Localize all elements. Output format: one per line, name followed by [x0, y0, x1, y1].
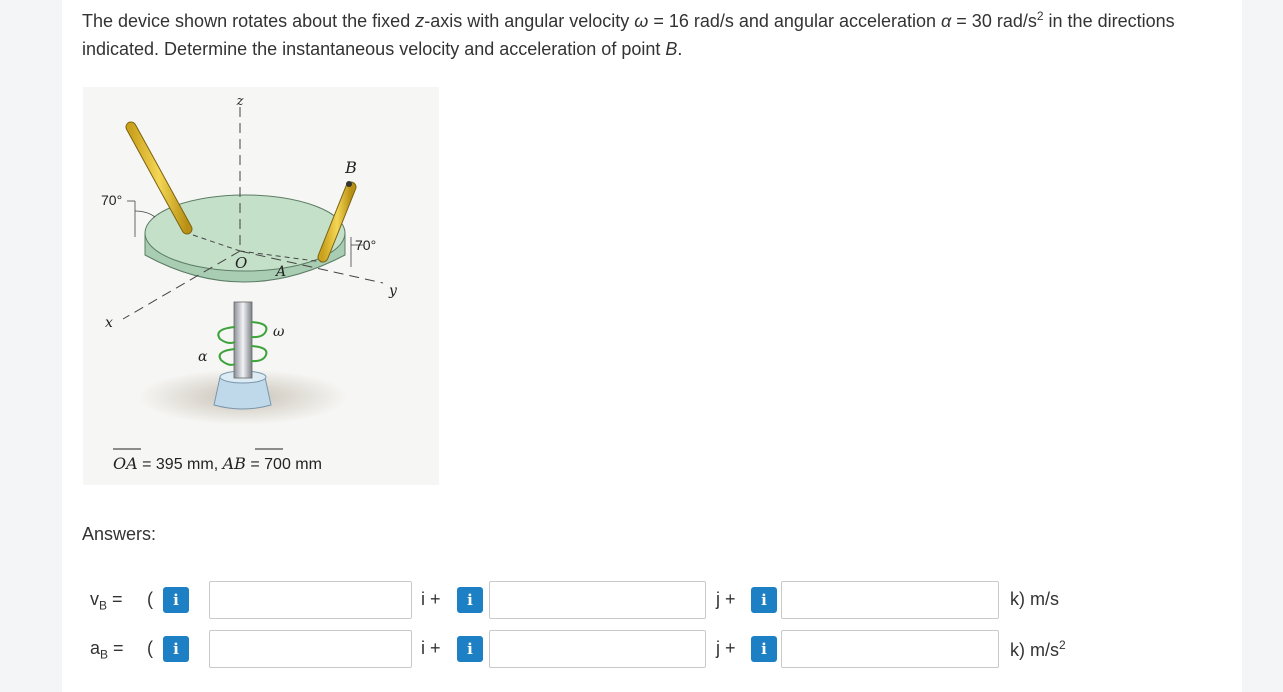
label-x: x [105, 315, 113, 331]
velocity-k-input[interactable] [781, 581, 999, 619]
label-z: z [236, 94, 244, 109]
device-diagram [83, 87, 439, 485]
label-y: y [389, 283, 397, 299]
shaft [234, 302, 252, 378]
device-figure [83, 87, 439, 485]
velocity-unit: k) m/s [1010, 589, 1059, 609]
label-70-left: 70° [101, 192, 123, 208]
label-A: A [276, 264, 287, 280]
velocity-answer-row [0, 580, 1283, 620]
omega-arrow [218, 327, 235, 343]
answers-label: Answers: [82, 524, 157, 544]
label-B: B [345, 158, 357, 177]
acceleration-unit: k) $m/s^2$ [1010, 638, 1066, 660]
question-text: The device shown rotates about the fixed z-axis with angular velocity ω = 16 rad/s and angular acceleration α = 30 rad/$s^2$ in the directions indicated. Determine the instantaneous velocity and acceleration of point B. [82, 9, 1175, 59]
figure-caption: OA = 395 mm, AB = 700 mm [113, 454, 322, 473]
acceleration-j-input[interactable] [489, 630, 706, 668]
i-suffix: i + [421, 638, 441, 658]
info-icon[interactable]: i [163, 587, 189, 613]
open-paren: ( [147, 638, 153, 658]
acceleration-k-input[interactable] [781, 630, 999, 668]
info-icon[interactable]: i [751, 636, 777, 662]
acceleration-answer-row [0, 629, 1283, 669]
label-omega: ω [273, 324, 285, 340]
label-70-right: 70° [355, 237, 377, 253]
point-B [346, 181, 352, 187]
open-paren: ( [147, 589, 153, 609]
velocity-label: $v_B$ = [90, 589, 123, 613]
info-icon[interactable]: i [751, 587, 777, 613]
label-O: O [235, 254, 248, 272]
velocity-i-input[interactable] [209, 581, 412, 619]
label-alpha: α [198, 349, 208, 365]
info-icon[interactable]: i [457, 636, 483, 662]
alpha-arrow [220, 349, 235, 365]
acceleration-i-input[interactable] [209, 630, 412, 668]
j-suffix: j + [716, 638, 736, 658]
info-icon[interactable]: i [457, 587, 483, 613]
j-suffix: j + [716, 589, 736, 609]
i-suffix: i + [421, 589, 441, 609]
acceleration-label: $a_B$ = [90, 638, 124, 662]
velocity-j-input[interactable] [489, 581, 706, 619]
info-icon[interactable]: i [163, 636, 189, 662]
